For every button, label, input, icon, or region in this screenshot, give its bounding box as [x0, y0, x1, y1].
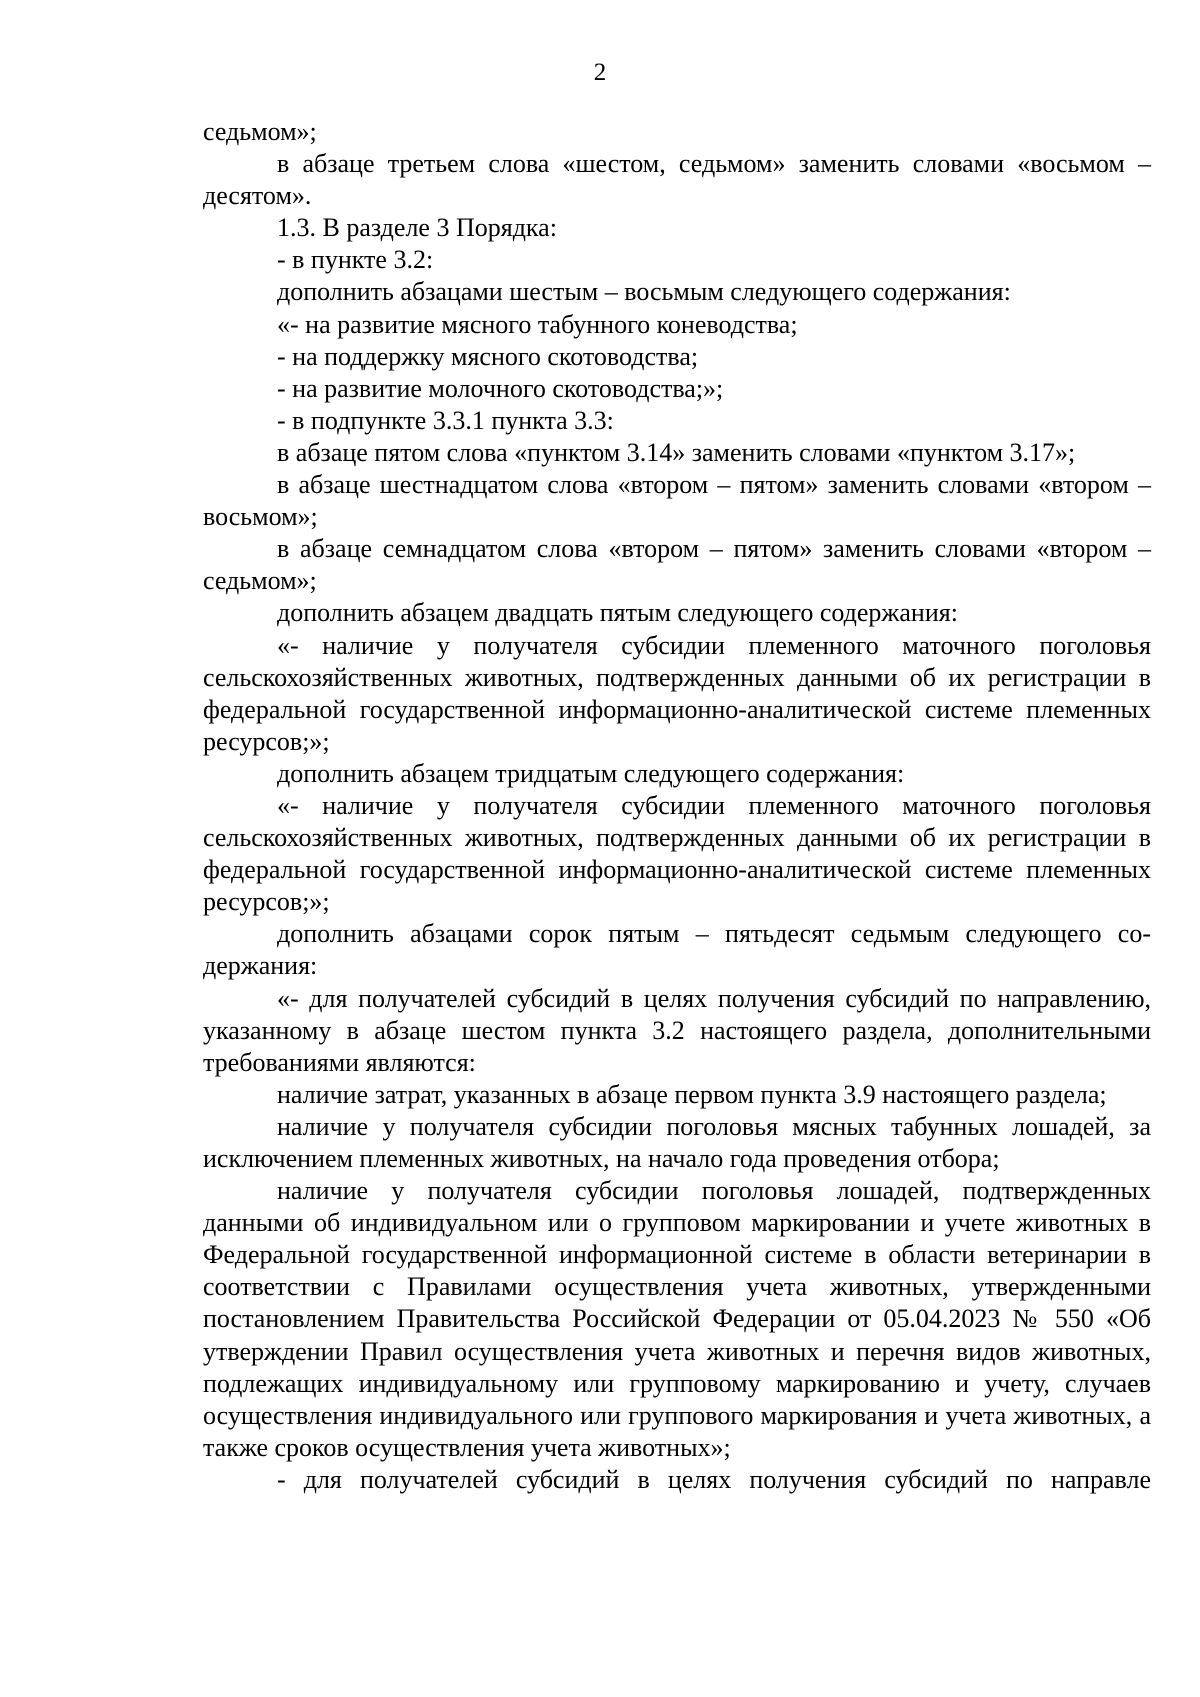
- paragraph: в абзаце семнадцатом слова «втором – пятом» заменить словами «втором – седьмом»;: [203, 534, 1151, 596]
- paragraph: дополнить абзацем тридцатым следующего содержания:: [277, 758, 905, 788]
- paragraph: «- наличие у получателя субсидии племенного маточного поголовья сельскохозяйственных животных, подтвержденных данными об их регистрации в федеральной государственной информационно-аналитической системе племенных ресурсов;»;: [203, 630, 1151, 756]
- paragraph: дополнить абзацами шестым – восьмым следующего содержания:: [277, 277, 1011, 307]
- paragraph: дополнить абзацем двадцать пятым следующего содержания:: [277, 598, 958, 628]
- paragraph: «- наличие у получателя субсидии племенного маточного поголовья сельскохозяйственных животных, подтвержденных данными об их регистрации в федеральной государственной информационно-аналитической системе племенных ресурсов;»;: [203, 790, 1151, 917]
- paragraph: в абзаце третьем слова «шестом, седьмом» заменить словами «восьмом – десятом».: [203, 149, 1151, 211]
- paragraph: наличие у получателя субсидии поголовья мясных табунных лошадей, за исключением племенных животных, на начало года проведения отбора;: [203, 1111, 1151, 1173]
- paragraph: «- на развитие мясного табунного коневодства;: [277, 309, 798, 339]
- paragraph: - на развитие молочного скотоводства;»;: [277, 373, 724, 403]
- paragraph: - для получателей субсидий в целях получения субсидий по направле: [277, 1464, 1151, 1494]
- paragraph: седьмом»;: [203, 117, 317, 146]
- paragraph: 1.3. В разделе 3 Порядка:: [277, 213, 557, 243]
- paragraph: наличие у получателя субсидии поголовья лошадей, подтвержденных данными об индивидуальном или о групповом маркировании и учете животных в Федеральной государственной информационной системе в области ветеринарии в соответствии с Правилами осуществления учета животных, утвержденными постановлением Правительства Российской Федерации от 05.04.2023 № 550 «Об утверждении Правил осуществления учета животных и перечня видов животных, подлежащих индивидуальному или групповому маркированию и учету, случаев осуществления индивидуального или группового маркирования и учета животных, а также сроков осуществления учета животных»;: [203, 1176, 1151, 1462]
- paragraph: - на поддержку мясного скотоводства;: [277, 341, 699, 371]
- document-body: [203, 116, 1151, 1496]
- paragraph: дополнить абзацами сорок пятым – пятьдесят седьмым следующего содержания:: [203, 919, 1151, 981]
- paragraph: - в подпункте 3.3.1 пункта 3.3:: [277, 405, 614, 435]
- page-number: 2: [593, 59, 607, 86]
- paragraph: в абзаце шестнадцатом слова «втором – пятом» заменить словами «втором – восьмом»;: [203, 470, 1151, 532]
- paragraph: - в пункте 3.2:: [277, 245, 434, 275]
- paragraph: наличие затрат, указанных в абзаце первом пункта 3.9 настоящего раздела;: [277, 1079, 1107, 1109]
- paragraph: в абзаце пятом слова «пунктом 3.14» заменить словами «пунктом 3.17»;: [277, 437, 1076, 467]
- paragraph: «- для получателей субсидий в целях получения субсидий по направлению, указанному в абзаце шестом пункта 3.2 настоящего раздела, дополнительными требованиями являются:: [203, 983, 1151, 1077]
